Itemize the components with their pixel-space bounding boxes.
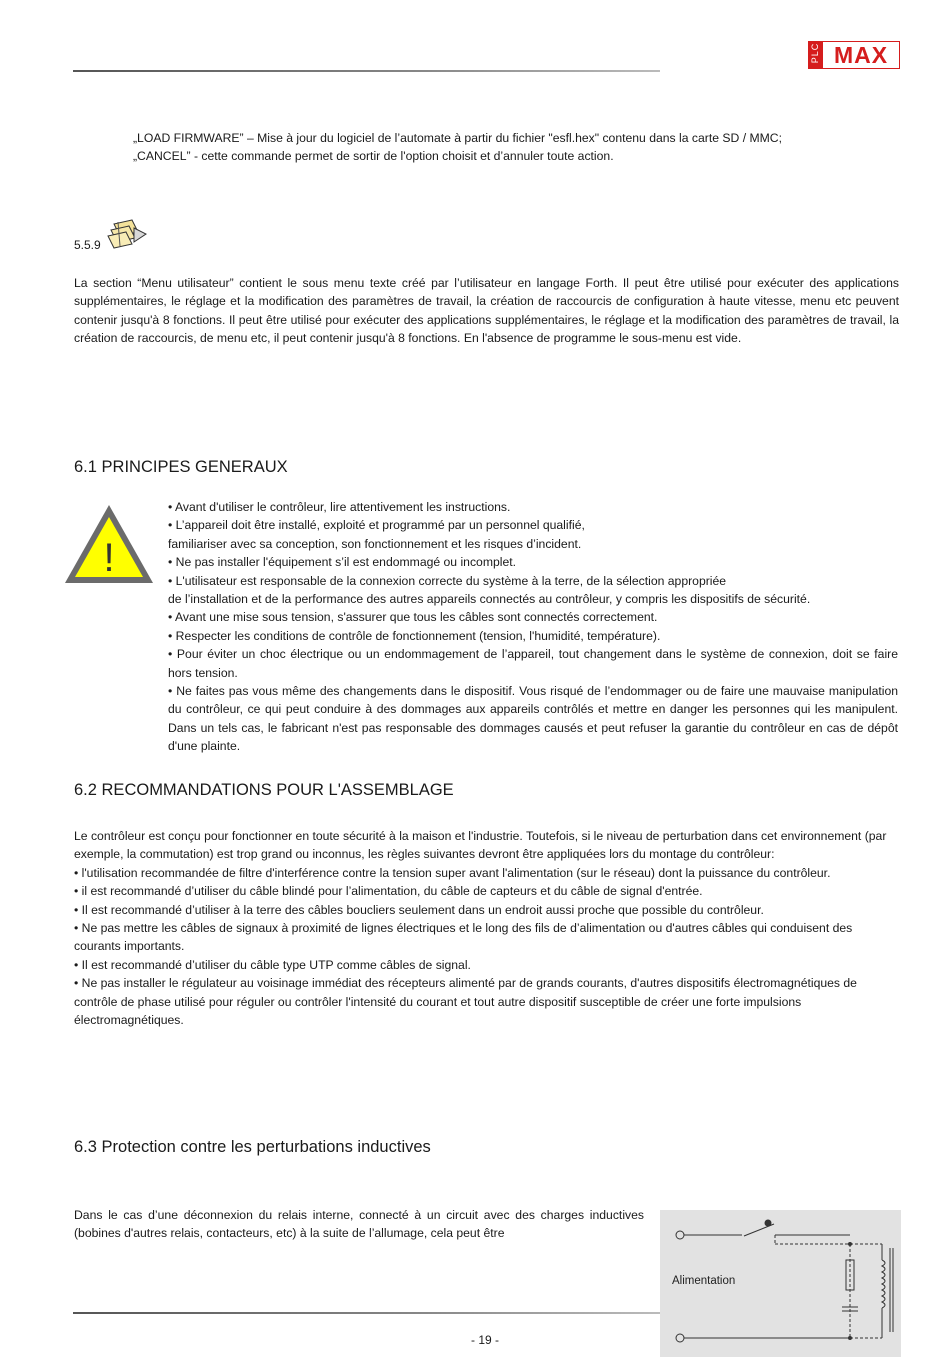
user-menu-icon <box>106 216 148 252</box>
list-item: • Avant une mise sous tension, s'assurer que tous les câbles sont connectés correctement. <box>168 610 658 625</box>
assembly-recommendations <box>74 827 899 1029</box>
list-item: • Pour éviter un choc électrique ou un endommagement de l’appareil, tout changement dans le système de connexion, doit se faire hors tension. <box>168 647 898 680</box>
warning-triangle-icon <box>63 503 155 585</box>
list-item: • l'utilisation recommandée de filtre d'interférence contre la tension super avant l'alimentation (sur le réseau) dont la puissance du contrôleur. <box>74 865 831 880</box>
firmware-options <box>133 129 913 166</box>
list-item: • Il est recommandé d’utiliser du câble type UTP comme câbles de signal. <box>74 957 471 972</box>
list-item: de l’installation et de la performance des autres appareils connectés au contrôleur, y compris les dispositifs de sécurité. <box>168 592 811 607</box>
relay-circuit-diagram <box>660 1210 901 1357</box>
logo-plc-text: PLC <box>810 42 820 64</box>
list-item: Le contrôleur est conçu pour fonctionner en toute sécurité à la maison et l'industrie. Toutefois, si le niveau de perturbation dans cet environnement (par exemple, la commutation) est trop grand ou inconnus, les règles suivantes devront être appliquées lors du montage du contrôleur: <box>74 829 887 862</box>
page-number: - 19 - <box>470 1333 499 1347</box>
firmware-option-load: „LOAD FIRMWARE” – Mise à jour du logiciel de l’automate à partir du fichier "esfl.hex" contenu dans la carte SD / MMC; <box>133 131 782 145</box>
list-item: • L'utilisateur est responsable de la connexion correcte du système à la terre, de la sélection appropriée <box>168 573 727 588</box>
firmware-option-cancel: „CANCEL” - cette commande permet de sortir de l'option choisit et d’annuler toute action. <box>133 149 614 164</box>
diagram-label-alimentation: Alimentation <box>672 1275 736 1287</box>
footer-rule <box>73 1312 660 1314</box>
inductive-protection-paragraph: Dans le cas d’une déconnexion du relais interne, connecté à un circuit avec des charges inductives (bobines d'autres relais, contacteurs, etc) à la suite de l’allumage, cela peut être <box>74 1208 644 1241</box>
list-item: • Avant d'utiliser le contrôleur, lire attentivement les instructions. <box>168 500 511 514</box>
list-item: familiariser avec sa conception, son fonctionnement et les risques d’incident. <box>168 536 582 551</box>
plcmax-logo <box>808 41 900 69</box>
heading-6-1: 6.1 PRINCIPES GENERAUX <box>74 458 288 476</box>
section-number-559: 5.5.9 <box>74 238 101 252</box>
list-item: • Respecter les conditions de contrôle de fonctionnement (tension, l'humidité, température). <box>168 628 661 643</box>
list-item: • il est recommandé d’utiliser du câble blindé pour l’alimentation, du câble de capteurs et du câble de signal d'entrée. <box>74 884 703 899</box>
general-principles-list <box>168 498 898 756</box>
list-item: • Ne faites pas vous même des changements dans le dispositif. Vous risqué de l’endommager ou de faire une mauvaise manipulation du contrôleur, ce qui peut conduire à des dommages aux appareils contrôlés et mettre en danger les personnes qui les manipulent. Dans un tels cas, le fabricant n'est pas responsable des dommages causés et peut refuser la garantie du contrôleur en cas de dépôt d'une plainte. <box>168 684 898 754</box>
user-menu-paragraph: La section “Menu utilisateur” contient le sous menu texte créé par l’utilisateur en langage Forth. Il peut être utilisé pour exécuter des applications supplémentaires, le réglage et la modification des paramètres de travail, la création de raccourcis de configuration à haute vitesse, menu etc peuvent contenir jusqu'à 8 fonctions. Il peut être utilisé pour exécuter des applications supplémentaires, le réglage et la modification des paramètres de travail, la création de raccourcis, de menu etc, il peut contenir jusqu'à 8 fonctions. En l'absence de programme le sous-menu est vide. <box>74 276 899 346</box>
heading-6-2: 6.2 RECOMMANDATIONS POUR L'ASSEMBLAGE <box>74 781 454 799</box>
warning-symbol: ! <box>103 536 115 580</box>
list-item: • Ne pas mettre les câbles de signaux à proximité de lignes électriques et le long des fils de d’alimentation ou d'autres câbles qui conduisent des courants importants. <box>74 921 853 954</box>
header-rule <box>73 70 660 72</box>
list-item: • Ne pas installer le régulateur au voisinage immédiat des récepteurs alimenté par de grands courants, d'autres dispositifs électromagnétiques de contrôle de phase utilisé pour réguler ou contrôler l'intensité du courant et tout autre dispositif susceptible de créer une forte impulsions électromagnétiques. <box>74 976 857 1028</box>
list-item: • Ne pas installer l'équipement s’il est endommagé ou incomplet. <box>168 555 517 570</box>
list-item: • L’appareil doit être installé, exploité et programmé par un personnel qualifié, <box>168 518 585 533</box>
heading-6-3: 6.3 Protection contre les perturbations inductives <box>74 1138 431 1156</box>
list-item: • Il est recommandé d’utiliser à la terre des câbles boucliers seulement dans un endroit aussi proche que possible du contrôleur. <box>74 902 764 917</box>
logo-max-text: MAX <box>822 41 900 69</box>
